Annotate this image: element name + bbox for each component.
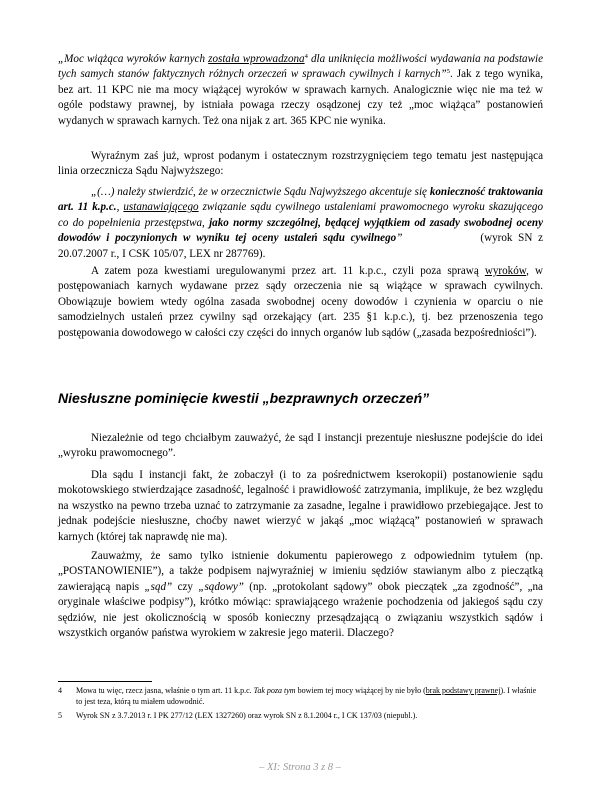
paragraph-first-instance: Niezależnie od tego chciałbym zauważyć, że sąd I instancji prezentuje niesłuszne podejście do idei „wyroku prawomocnego”.: [58, 432, 543, 460]
quote-text: „Moc wiążąca wyroków karnych: [58, 53, 209, 65]
footnote-4: [58, 685, 543, 707]
footnote-text-part: ). I właśnie to jest teza, którą tu miałem udowodnić.: [76, 686, 537, 706]
paragraph-text: A zatem poza kwestiami uregulowanymi przez art. 11 k.p.c., czyli poza sprawą: [91, 265, 485, 277]
quote-text: ”: [396, 232, 403, 245]
footnote-number: 5: [58, 711, 62, 720]
paragraph-sn-intro: Wyraźnym zaś już, wprost podanym i ostatecznym rozstrzygnięciem tego tematu jest następująca linia orzecznicza Sądu Najwyższego:: [58, 150, 543, 178]
footnote-number: 4: [58, 686, 62, 695]
underlined-text: wyroków: [484, 265, 527, 277]
footnote-separator: [58, 681, 152, 682]
footnote-text-italic: Tak poza tym: [253, 686, 296, 695]
paragraph-document: [58, 549, 543, 641]
italic-text: „sądowy”: [198, 580, 244, 593]
paragraph-sn-quote: [58, 185, 543, 262]
quote-underlined: została wprowadzona: [208, 53, 305, 65]
footnote-text-part: Mowa tu więc, rzecz jasna, właśnie o tym art. 11 k.p.c.: [76, 686, 254, 695]
quote-text: „(…) należy stwierdzić, że w orzecznictwie Sądu Najwyższego akcentuje się: [91, 186, 430, 198]
paragraph-text: Zauważmy, że samo tylko istnienie dokumentu papierowego z odpowiednim tytułem (np. „POSTANOWIENIE”), a także podpisem najwyraźniej w imieniu sędziów stawianym albo z pieczątką zawierającą napis: [58, 550, 543, 593]
footnote-ref-5[interactable]: 5: [446, 68, 450, 76]
paragraph-text: , w postępowaniach karnych wydawane przez sądy orzeczenia nie są wiążące w sprawach cywilnych. Obowiązuje bowiem wtedy ogólna zasada swobodnej oceny dowodów i czynienia w oparciu o nie samodzielnych ustaleń przez cywilny sąd orzekający (art. 235 §1 k.p.c.), tj. bez przenoszenia tego postępowania dowodowego w całości czy części do innych organów lub sądów („zasada bezpośredniości”).: [58, 265, 543, 339]
quote-underlined: ustanawiającego: [123, 201, 199, 214]
footnote-5: [58, 710, 543, 721]
paragraph-conclusion: [58, 264, 543, 341]
paragraph-text: czy: [172, 580, 199, 593]
quote-text: ,: [116, 201, 124, 214]
footnote-text-underlined: brak podstawy prawnej: [425, 686, 501, 695]
footnote-ref-4[interactable]: 4: [304, 53, 308, 60]
quote-text: związanie sądu cywilnego ustaleniami prawomocnego wyroku skazującego co do popełnienia przestępstwa,: [58, 201, 544, 229]
footnote-text-part: bowiem tej mocy wiążącej by nie było (: [295, 686, 426, 695]
paragraph-text: . Jak z tego wynika, bez art. 11 KPC nie ma mocy wiążącej wyroków w sprawach karnych. Analogicznie więc nie ma też w ogóle podstawy prawnej, by istniała powaga rzeczy osądzonej czy też „moc wiążąca” postanowień wydanych w sprawach karnych. Też ona nijak z art. 365 KPC nie wynika.: [58, 68, 543, 127]
citation: (wyrok SN z 20.07.2007 r., I CSK 105/07, LEX nr 287769).: [58, 232, 544, 260]
page-footer: – XI: Strona 3 z 8 –: [259, 762, 341, 773]
section-heading: Niesłuszne pominięcie kwestii „bezprawnych orzeczeń”: [58, 390, 430, 406]
paragraph-quote-intro: [58, 52, 543, 129]
paragraph-court-view: Dla sądu I instancji fakt, że zobaczył (i to za pośrednictwem kserokopii) postanowienie sądu mokotowskiego stwierdzające zasadność, legalność i prawidłowość zatrzymania, implikuje, że bez względu na wszystko na pewno trzeba uznać to zatrzymanie za zasadne, legalne i prawidłowo przebiegające. Jest to jednak podejście niesłuszne, choćby nawet wierzyć w jakąś „moc wiążącą” postanowień w sprawach karnych (której tak naprawdę nie ma).: [58, 469, 543, 543]
quote-text: dla uniknięcia możliwości wydawania na podstawie tych samych stanów faktycznych różnych orzeczeń w sprawach cywilnych i karnych”: [58, 53, 543, 81]
italic-text: „sąd”: [144, 580, 173, 593]
footnote-text: Wyrok SN z 3.7.2013 r. I PK 277/12 (LEX 1327260) oraz wyrok SN z 8.1.2004 r., I CK 137/03 (niepubl.).: [76, 711, 418, 720]
quote-bold: konieczność traktowania art. 11 k.p.c.: [58, 186, 543, 214]
quote-bold: jako normy szczególnej, będącej wyjątkiem od zasady swobodnej oceny dowodów i poczynionych w wyniku tej oceny ustaleń sądu cywilnego: [58, 216, 543, 245]
footnote-text: [76, 685, 543, 707]
paragraph-text: (np. „protokolant sądowy” obok pieczątek „za zgodność”, „na oryginale właściwe podpisy”), krótko mówiąc: sprawiającego wrażenie pochodzenia od jakiegoś sądu czy sędziów, nie jest okolicznością w sposób konieczny przesądzającą o związaniu wszystkich sądów i wszystkich organów państwa wyrokiem w zakresie jego materii. Dlaczego?: [58, 580, 543, 640]
